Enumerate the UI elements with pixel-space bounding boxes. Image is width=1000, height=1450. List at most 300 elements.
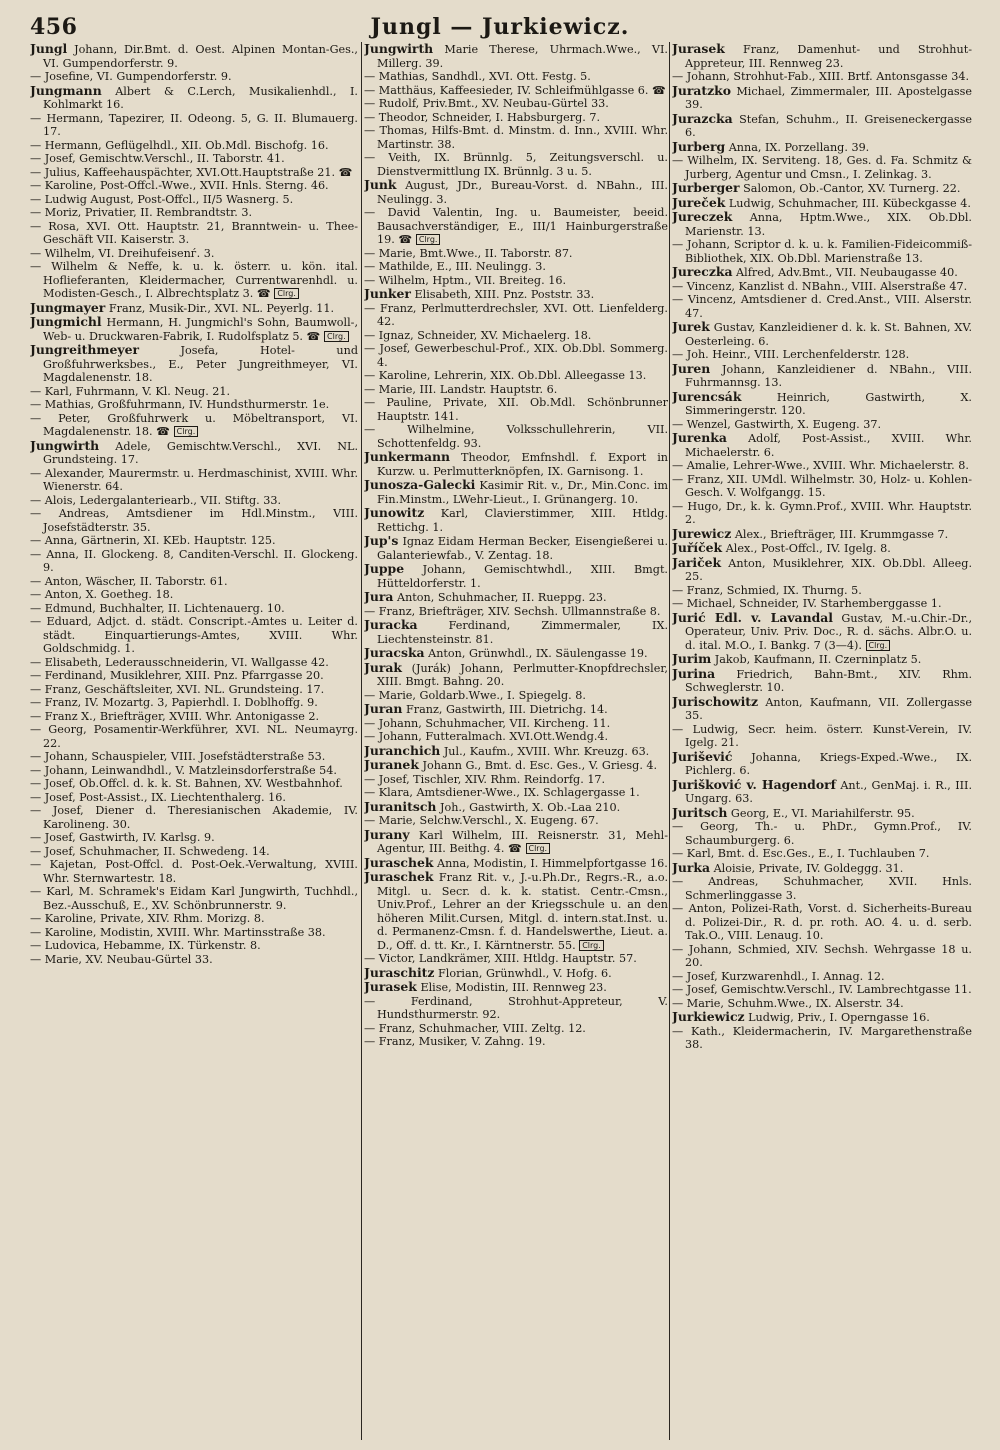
- entry-text: — Anton, X. Goetheg. 18.: [30, 588, 174, 601]
- directory-entry: [364, 506, 668, 534]
- entry-text: Florian, Grünwhdl., V. Hofg. 6.: [438, 966, 612, 980]
- directory-entry: [30, 723, 358, 750]
- directory-entry: [672, 320, 972, 348]
- entry-surname: Jurina: [672, 665, 716, 681]
- entry-text: — Hugo, Dr., k. k. Gymn.Prof., XVIII. Whr. Hauptstr. 2.: [672, 499, 972, 526]
- entry-text: Jul., Kaufm., XVIII. Whr. Kreuzg. 63.: [443, 744, 650, 758]
- entry-text: Josefa, Hotel- und Großfuhrwerksbes., E., Peter Jungreithmeyer, VI. Magdalenenstr. 18.: [43, 344, 358, 384]
- directory-entry: [30, 777, 358, 791]
- directory-entry: [364, 124, 668, 151]
- entry-surname: Junkermann: [364, 449, 451, 464]
- directory-entry: [364, 717, 668, 731]
- directory-entry: [672, 154, 972, 181]
- entry-surname: Jurany: [364, 826, 410, 842]
- entry-text: — Ignaz, Schneider, XV. Michaelerg. 18.: [364, 328, 592, 342]
- entry-text: Adolf, Post-Assist., XVIII. Whr. Michaelerstr. 6.: [685, 432, 972, 459]
- entry-surname: Juran: [364, 701, 403, 716]
- directory-entry: [672, 875, 972, 902]
- directory-entry: [364, 329, 668, 343]
- entry-text: — Josefine, VI. Gumpendorferstr. 9.: [30, 70, 232, 83]
- directory-entry: [30, 683, 358, 697]
- entry-text: — Rudolf, Priv.Bmt., XV. Neubau-Gürtel 33.: [364, 97, 609, 110]
- directory-entry: [30, 84, 358, 112]
- entry-surname: Juracska: [364, 645, 425, 660]
- entry-text: — Josef, Gastwirth, IV. Karlsg. 9.: [30, 831, 215, 844]
- entry-text: — Alexander, Maurermstr. u. Herdmaschinist, XVIII. Whr. Wienerstr. 64.: [30, 466, 358, 493]
- directory-entry: [364, 396, 668, 423]
- entry-text: — Franz, Perlmutterdrechsler, XVI. Ott. Lienfelderg. 42.: [364, 301, 668, 328]
- column-divider: [361, 42, 362, 1440]
- entry-text: — Ludwig, Secr. heim. österr. Kunst-Verein, IV. Igelg. 21.: [672, 722, 972, 749]
- entry-text: Salomon, Ob.-Cantor, XV. Turnerg. 22.: [743, 182, 961, 195]
- directory-column-3: [672, 42, 972, 1442]
- directory-entry: [30, 412, 358, 439]
- entry-text: — Ferdinand, Musiklehrer, XIII. Pnz. Pfarrgasse 20.: [30, 669, 324, 682]
- entry-text: — Josef, Post-Assist., IX. Liechtenthalerg. 16.: [30, 790, 286, 804]
- directory-entry: [364, 111, 668, 125]
- page-header: [0, 0, 1000, 42]
- entry-text: — Michael, Schneider, IV. Starhemberggasse 1.: [672, 597, 942, 610]
- directory-entry: [364, 151, 668, 178]
- directory-entry: [364, 980, 668, 995]
- directory-entry: [30, 260, 358, 301]
- directory-entry: [364, 758, 668, 773]
- entry-surname: Jurišković v. Hagendorf: [672, 776, 836, 792]
- directory-entry: [30, 669, 358, 683]
- directory-entry: [364, 590, 668, 605]
- entry-text: — Hermann, Geflügelhdl., XII. Ob.Mdl. Bischofg. 16.: [30, 138, 329, 152]
- entry-text: — Josef, Gemischtw.Verschl., IV. Lambrechtgasse 11.: [672, 983, 972, 996]
- directory-entry: [672, 112, 972, 140]
- entry-text: Anna, IX. Porzellang. 39.: [728, 140, 870, 154]
- directory-entry: [672, 820, 972, 847]
- directory-entry: [672, 652, 972, 667]
- directory-entry: [364, 773, 668, 787]
- directory-entry: [30, 315, 358, 343]
- directory-entry: [30, 858, 358, 885]
- directory-entry: [30, 615, 358, 656]
- directory-entry: [364, 1022, 668, 1036]
- entry-text: Gustav, Kanzleidiener d. k. k. St. Bahnen, XV. Oesterleing. 6.: [685, 321, 972, 348]
- entry-text: — Klara, Amtsdiener-Wwe., IX. Schlagergasse 1.: [364, 786, 640, 799]
- directory-entry: [30, 548, 358, 575]
- directory-entry: [672, 527, 972, 542]
- directory-entry: [364, 828, 668, 856]
- directory-entry: [30, 220, 358, 247]
- entry-text: Alex., Post-Offcl., IV. Igelg. 8.: [725, 542, 891, 555]
- entry-surname: Junowitz: [364, 505, 425, 520]
- entry-text: Johanna, Kriegs-Exped.-Wwe., IX. Pichlerg. 6.: [685, 750, 972, 777]
- entry-text: — Wilhelm & Neffe, k. u. k. österr. u. kön. ital. Hoflieferanten, Kleidermacher, Currentwarenhdl. u. Modisten-Gesch., I. Albrechtsplatz 3. ☎: [30, 260, 358, 300]
- entry-text: — Johann, Strohhut-Fab., XIII. Brtf. Antonsgasse 34.: [672, 70, 969, 83]
- directory-entry: [672, 983, 972, 997]
- directory-entry: [672, 597, 972, 611]
- entry-text: — Anton, Polizei-Rath, Vorst. d. Sicherheits-Bureau d. Polizei-Dir., R. d. pr. roth. AO. 4. u. d. serb. Tak.O., VIII. Lenaug. 10.: [672, 902, 972, 942]
- directory-entry: [672, 181, 972, 196]
- directory-entry: [672, 806, 972, 821]
- directory-entry: [30, 534, 358, 548]
- entry-text: — Johann, Scriptor d. k. u. k. Familien-Fideicommiß-Bibliothek, XIX. Ob.Dbl. Marienstraße 13.: [672, 238, 972, 265]
- entry-text: — Moriz, Privatier, II. Rembrandtstr. 3.: [30, 206, 253, 219]
- entry-text: — Anna, II. Glockeng. 8, Canditen-Verschl. II. Glockeng. 9.: [30, 547, 358, 574]
- directory-entry: [30, 166, 358, 180]
- directory-entry: [30, 791, 358, 805]
- directory-entry: [30, 710, 358, 724]
- directory-entry: [364, 744, 668, 759]
- directory-entry: [364, 450, 668, 478]
- entry-surname: Jungreithmeyer: [30, 342, 139, 357]
- directory-entry: [364, 206, 668, 247]
- entry-text: — Andreas, Amtsdiener im Hdl.Minstm., VIII. Josefstädterstr. 35.: [30, 507, 358, 534]
- entry-text: Hermann, H. Jungmichl's Sohn, Baumwoll-, Web- u. Druckwaren-Fabrik, I. Rudolfsplatz 5. ☎: [43, 316, 358, 343]
- entry-surname: Juritsch: [672, 804, 728, 820]
- entry-surname: Juříček: [672, 540, 723, 555]
- directory-entry: [30, 885, 358, 912]
- directory-entry: [30, 439, 358, 467]
- entry-surname: Jurić Edl. v. Lavandal: [672, 609, 833, 625]
- entry-text: — Peter, Großfuhrwerk u. Möbeltransport, VI. Magdalenenstr. 18. ☎: [30, 411, 358, 438]
- entry-text: — Karoline, Private, XIV. Rhm. Morizg. 8.: [30, 912, 265, 925]
- entry-text: Friedrich, Bahn-Bmt., XIV. Rhm. Schweglerstr. 10.: [685, 667, 972, 694]
- entry-text: (Jurák) Johann, Perlmutter-Knopfdrechsler, XIII. Bmgt. Bahng. 20.: [377, 661, 668, 688]
- entry-text: — Josef, Ob.Offcl. d. k. k. St. Bahnen, XV. Westbahnhof.: [30, 777, 343, 790]
- directory-entry: [672, 459, 972, 473]
- entry-text: Michael, Zimmermaler, III. Apostelgasse 39.: [685, 84, 972, 111]
- entry-text: — Karl, M. Schramek's Eidam Karl Jungwirth, Tuchhdl., Bez.-Ausschuß, E., XV. Schönbrunnerstr. 9.: [30, 885, 358, 912]
- directory-entry: [364, 274, 668, 288]
- directory-entry: [364, 856, 668, 871]
- directory-entry: [364, 618, 668, 646]
- entry-text: Karl, Clavierstimmer, XIII. Htldg. Rettichg. 1.: [377, 507, 668, 534]
- directory-entry: [672, 1025, 972, 1052]
- entry-text: — Georg, Posamentir-Werkführer, XVI. NL. Neumayrg. 22.: [30, 723, 358, 750]
- directory-entry: [672, 293, 972, 320]
- entry-text: Ant., GenMaj. i. R., III. Ungarg. 63.: [685, 778, 972, 805]
- directory-entry: [30, 42, 358, 70]
- entry-text: Joh., Gastwirth, X. Ob.-Laa 210.: [439, 800, 621, 814]
- entry-text: Ludwig, Priv., I. Operngasse 16.: [748, 1011, 930, 1024]
- directory-entry: [30, 193, 358, 207]
- directory-entry: [672, 42, 972, 70]
- directory-entry: [672, 861, 972, 876]
- entry-text: — Anna, Gärtnerin, XI. KEb. Hauptstr. 125.: [30, 534, 276, 547]
- directory-entry: [30, 507, 358, 534]
- entry-text: — Josef, Kurzwarenhdl., I. Annag. 12.: [672, 969, 885, 983]
- entry-surname: Jungwirth: [364, 42, 434, 56]
- directory-entry: [672, 997, 972, 1011]
- entry-text: — Kajetan, Post-Offcl. d. Post-Oek.-Verwaltung, XVIII. Whr. Sternwartestr. 18.: [30, 858, 358, 885]
- entry-text: — Anton, Wäscher, II. Taborstr. 61.: [30, 574, 228, 588]
- entry-text: — Franz, XII. UMdl. Wilhelmstr. 30, Holz- u. Kohlen-Gesch. V. Wolfgangg. 15.: [672, 472, 972, 499]
- entry-text: — Mathias, Sandhdl., XVI. Ott. Festg. 5.: [364, 70, 591, 83]
- entry-text: — Franz, Briefträger, XIV. Sechsh. Ullmannstraße 8.: [364, 604, 661, 618]
- directory-entry: [30, 112, 358, 139]
- directory-entry: [672, 140, 972, 155]
- directory-entry: [30, 398, 358, 412]
- entry-surname: Jurek: [672, 319, 710, 334]
- entry-surname: Jurberger: [672, 180, 740, 195]
- directory-entry: [30, 831, 358, 845]
- directory-entry: [672, 847, 972, 861]
- directory-entry: [672, 943, 972, 970]
- entry-surname: Jurka: [672, 859, 711, 875]
- directory-entry: [364, 260, 668, 274]
- entry-text: — Victor, Landkrämer, XIII. Htldg. Hauptstr. 57.: [364, 952, 637, 965]
- directory-column-2: [364, 42, 668, 1442]
- directory-entry: [672, 584, 972, 598]
- directory-entry: [364, 605, 668, 619]
- entry-text: Stefan, Schuhm., II. Greiseneckergasse 6.: [685, 112, 972, 139]
- entry-text: Johann, Gemischtwhdl., XIII. Bmgt. Hütteldorferstr. 1.: [377, 563, 668, 590]
- entry-text: — Franz, Musiker, V. Zahng. 19.: [364, 1035, 546, 1048]
- directory-entry: [364, 646, 668, 661]
- directory-entry: [30, 804, 358, 831]
- directory-entry: [364, 70, 668, 84]
- directory-entry: [30, 912, 358, 926]
- directory-entry: [672, 611, 972, 653]
- entry-text: Aloisie, Private, IV. Goldeggg. 31.: [713, 861, 904, 875]
- directory-entry: [364, 966, 668, 981]
- directory-entry: [30, 845, 358, 859]
- directory-entry: [30, 764, 358, 778]
- directory-entry: [30, 953, 358, 967]
- directory-entry: [672, 238, 972, 265]
- directory-entry: [364, 870, 668, 952]
- directory-entry: [364, 562, 668, 590]
- directory-column-1: [30, 42, 358, 1442]
- directory-entry: [672, 196, 972, 211]
- entry-text: — Julius, Kaffeehauspächter, XVI.Ott.Hauptstraße 21. ☎: [30, 165, 353, 179]
- directory-entry: [672, 750, 972, 778]
- entry-text: — Wilhelm, Hptm., VII. Breiteg. 16.: [364, 273, 566, 287]
- entry-surname: Juren: [672, 360, 711, 376]
- entry-text: — Ferdinand, Strohhut-Appreteur, V. Hundsthurmerstr. 92.: [364, 994, 668, 1021]
- directory-entry: [30, 467, 358, 494]
- entry-text: — Rosa, XVI. Ott. Hauptstr. 21, Branntwein- u. Thee-Geschäft VII. Kaiserstr. 3.: [30, 219, 358, 246]
- entry-text: — Mathilde, E., III. Neulingg. 3.: [364, 260, 546, 273]
- entry-surname: Jurenka: [672, 430, 727, 445]
- directory-entry: [672, 418, 972, 432]
- entry-text: Ferdinand, Zimmermaler, IX. Liechtensteinstr. 81.: [377, 619, 668, 646]
- directory-entry: [672, 84, 972, 112]
- entry-text: — David Valentin, Ing. u. Baumeister, beeid. Bausachverständiger, E., III/1 Hainburgerstraße 19. ☎: [364, 206, 668, 246]
- directory-entry: [30, 206, 358, 220]
- directory-entry: [364, 800, 668, 815]
- directory-entry: [364, 287, 668, 302]
- entry-surname: Jungl: [30, 42, 68, 56]
- entry-text: — Georg, Th.- u. PhDr., Gymn.Prof., IV. Schaumburgerg. 6.: [672, 820, 972, 847]
- entry-text: Albert & C.Lerch, Musikalienhdl., I. Kohlmarkt 16.: [43, 84, 358, 111]
- directory-entry: [30, 602, 358, 616]
- entry-text: — Hermann, Tapezirer, II. Odeong. 5, G. II. Blumauerg. 17.: [30, 111, 358, 138]
- directory-entry: [672, 390, 972, 418]
- entry-text: — Franz, Schuhmacher, VIII. Zeltg. 12.: [364, 1021, 586, 1035]
- entry-text: — Franz, IV. Mozartg. 3, Papierhdl. I. Doblhoffg. 9.: [30, 696, 318, 709]
- directory-entry: [30, 152, 358, 166]
- entry-surname: Jurasek: [672, 42, 725, 56]
- directory-entry: [364, 383, 668, 397]
- directory-entry: [30, 926, 358, 940]
- directory-entry: [30, 750, 358, 764]
- directory-entry: [30, 247, 358, 261]
- directory-entry: [672, 667, 972, 695]
- directory-entry: [30, 939, 358, 953]
- entry-text: — Vincenz, Amtsdiener d. Cred.Anst., VIII. Alserstr. 47.: [672, 293, 972, 320]
- entry-surname: Junker: [364, 286, 411, 301]
- entry-surname: Jurasek: [364, 979, 417, 994]
- entry-surname: Jurazcka: [672, 110, 733, 126]
- directory-entry: [364, 814, 668, 828]
- entry-text: August, JDr., Bureau-Vorst. d. NBahn., III. Neulingg. 3.: [377, 179, 668, 206]
- directory-entry: [30, 139, 358, 153]
- entry-surname: Junosza-Galecki: [364, 477, 476, 492]
- entry-text: Elise, Modistin, III. Rennweg 23.: [420, 981, 607, 994]
- entry-text: — Mathias, Großfuhrmann, IV. Hundsthurmerstr. 1e.: [30, 398, 330, 411]
- entry-text: — Marie, Schuhm.Wwe., IX. Alserstr. 34.: [672, 996, 904, 1010]
- entry-text: — Karl, Bmt. d. Esc.Ges., E., I. Tuchlauben 7.: [672, 847, 930, 860]
- entry-text: — Josef, Schuhmacher, II. Schwedeng. 14.: [30, 844, 270, 858]
- directory-entry: [364, 302, 668, 329]
- entry-text: Adele, Gemischtw.Verschl., XVI. NL. Grundsteing. 17.: [43, 439, 358, 466]
- entry-text: Anton, Kaufmann, VII. Zollergasse 35.: [685, 695, 972, 722]
- clearing-badge: Clrg.: [416, 234, 441, 245]
- directory-entry: [30, 179, 358, 193]
- entry-text: Heinrich, Gastwirth, X. Simmeringerstr. 120.: [685, 390, 972, 417]
- entry-surname: Juranitsch: [364, 798, 437, 814]
- entry-text: — Vincenz, Kanzlist d. NBahn., VIII. Alserstraße 47.: [672, 279, 968, 293]
- directory-entry: [672, 970, 972, 984]
- entry-surname: Jariček: [672, 554, 722, 570]
- directory-entry: [672, 1010, 972, 1025]
- entry-surname: Jurim: [672, 651, 712, 666]
- directory-entry: [364, 178, 668, 206]
- entry-text: — Ludwig August, Post-Offcl., II/5 Wasnerg. 5.: [30, 192, 294, 206]
- entry-surname: Jup's: [364, 533, 399, 548]
- entry-text: — Karl, Fuhrmann, V. Kl. Neug. 21.: [30, 384, 231, 398]
- directory-entry: [30, 385, 358, 399]
- directory-entry: [364, 702, 668, 717]
- directory-entry: [364, 369, 668, 383]
- entry-text: Franz, Damenhut- und Strohhut-Appreteur, III. Rennweg 23.: [685, 43, 972, 70]
- directory-entry: [30, 588, 358, 602]
- directory-entry: [672, 695, 972, 723]
- entry-text: — Franz, Geschäftsleiter, XVI. NL. Grundsteing. 17.: [30, 682, 325, 696]
- entry-text: — Wilhelm, VI. Dreihufeisenѓ. 3.: [30, 246, 215, 260]
- entry-surname: Jurišević: [672, 748, 733, 764]
- directory-entry: [30, 343, 358, 385]
- entry-text: Johann, Dir.Bmt. d. Oest. Alpinen Montan-Ges., VI. Gumpendorferstr. 9.: [43, 43, 358, 70]
- directory-entry: [364, 730, 668, 744]
- entry-text: — Wilhelmine, Volksschullehrerin, VII. Schottenfeldg. 93.: [364, 423, 668, 450]
- entry-text: Alex., Briefträger, III. Krummgasse 7.: [734, 527, 949, 541]
- entry-text: — Johann, Futteralmach. XVI.Ott.Wendg.4.: [364, 730, 609, 743]
- directory-entry: [30, 656, 358, 670]
- entry-text: — Josef, Gemischtw.Verschl., II. Taborstr. 41.: [30, 152, 285, 165]
- entry-surname: Jurberg: [672, 138, 726, 154]
- directory-entry: [672, 778, 972, 806]
- entry-text: — Josef, Diener d. Theresianischen Akademie, IV. Karolineng. 30.: [30, 804, 358, 831]
- entry-text: — Franz X., Briefträger, XVIII. Whr. Antonigasse 2.: [30, 709, 320, 723]
- entry-text: — Franz, Schmied, IX. Thurng. 5.: [672, 583, 862, 597]
- entry-text: — Johann, Leinwandhdl., V. Matzleinsdorferstraße 54.: [30, 763, 337, 777]
- entry-text: — Pauline, Private, XII. Ob.Mdl. Schönbrunner Hauptstr. 141.: [364, 396, 668, 423]
- entry-text: — Karoline, Modistin, XVIII. Whr. Martinsstraße 38.: [30, 925, 326, 939]
- entry-text: — Kath., Kleidermacherin, IV. Margarethenstraße 38.: [672, 1024, 972, 1051]
- directory-entry: [672, 280, 972, 294]
- entry-text: — Johann, Schmied, XIV. Sechsh. Wehrgasse 18 u. 20.: [672, 942, 972, 969]
- directory-entry: [364, 995, 668, 1022]
- entry-surname: Jungwirth: [30, 437, 100, 453]
- entry-text: Anton, Grünwhdl., IX. Säulengasse 19.: [428, 647, 648, 660]
- entry-text: — Marie, Bmt.Wwe., II. Taborstr. 87.: [364, 246, 573, 260]
- entry-text: — Andreas, Schuhmacher, XVII. Hnls. Schmerlinggasse 3.: [672, 875, 972, 902]
- directory-entry: [672, 70, 972, 84]
- entry-surname: Jurkiewicz: [672, 1009, 745, 1024]
- directory-entry: [672, 210, 972, 238]
- entry-text: — Ludovica, Hebamme, IX. Türkenstr. 8.: [30, 939, 261, 952]
- entry-surname: Juraschitz: [364, 964, 435, 980]
- entry-text: — Amalie, Lehrer-Wwe., XVIII. Whr. Michaelerstr. 8.: [672, 459, 969, 472]
- directory-entry: [364, 84, 668, 98]
- entry-text: Elisabeth, XIII. Pnz. Poststr. 33.: [414, 288, 595, 301]
- entry-text: — Elisabeth, Lederausschneiderin, VI. Wallgasse 42.: [30, 655, 329, 669]
- entry-text: — Veith, IX. Brünnlg. 5, Zeitungsverschl. u. Dienstvermittlung IX. Brünnlg. 3 u. 5.: [364, 151, 668, 178]
- clearing-badge: Clrg.: [324, 331, 349, 342]
- directory-entry: [30, 696, 358, 710]
- entry-surname: Jureczek: [672, 209, 733, 224]
- directory-entry: [364, 423, 668, 450]
- entry-text: Anna, Hptm.Wwe., XIX. Ob.Dbl. Marienstr. 13.: [685, 211, 972, 238]
- entry-text: Ludwig, Schuhmacher, III. Kübeckgasse 4.: [728, 196, 971, 210]
- entry-text: Marie Therese, Uhrmach.Wwe., VI. Millerg. 39.: [377, 43, 668, 70]
- entry-surname: Jureczka: [672, 264, 733, 279]
- entry-text: — Wenzel, Gastwirth, X. Eugeng. 37.: [672, 417, 882, 431]
- directory-entry: [364, 478, 668, 506]
- entry-text: — Johann, Schuhmacher, VII. Kircheng. 11.: [364, 716, 611, 730]
- directory-entry: [364, 247, 668, 261]
- entry-surname: Juppe: [364, 561, 405, 576]
- directory-entry: [364, 689, 668, 703]
- entry-text: — Josef, Gewerbeschul-Prof., XIX. Ob.Dbl. Sommerg. 4.: [364, 342, 668, 369]
- directory-entry: [364, 42, 668, 70]
- entry-surname: Juranchich: [364, 742, 441, 758]
- entry-text: — Marie, Selchw.Verschl., X. Eugeng. 67.: [364, 814, 599, 827]
- entry-text: Kasimir Rit. v., Dr., Min.Conc. im Fin.Minstm., LWehr-Lieut., I. Grünangerg. 10.: [377, 479, 668, 506]
- clearing-badge: Clrg.: [579, 940, 604, 951]
- entry-text: — Marie, III. Landstr. Hauptstr. 6.: [364, 382, 558, 396]
- entry-text: — Josef, Tischler, XIV. Rhm. Reindorfg. 17.: [364, 772, 606, 786]
- clearing-badge: Clrg.: [526, 843, 551, 854]
- page-title: Jungl — Jurkiewicz.: [370, 14, 630, 40]
- entry-surname: Junk: [364, 177, 397, 192]
- entry-text: Johann, Kanzleidiener d. NBahn., VIII. Fuhrmannsg. 13.: [685, 362, 972, 389]
- entry-text: — Karoline, Lehrerin, XIX. Ob.Dbl. Alleegasse 13.: [364, 369, 647, 382]
- directory-entry: [364, 342, 668, 369]
- directory-entry: [364, 661, 668, 689]
- entry-text: — Joh. Heinr., VIII. Lerchenfelderstr. 128.: [672, 348, 910, 361]
- entry-text: Gustav, M.-u.Chir.-Dr., Operateur, Univ. Priv. Doc., R. d. sächs. Albr.O. u. d. ital. M.O., I. Bankg. 7 (3—4).: [685, 611, 972, 652]
- entry-surname: Juracka: [364, 617, 418, 632]
- entry-surname: Jura: [364, 589, 394, 604]
- clearing-badge: Clrg.: [174, 426, 199, 437]
- directory-entry: [364, 534, 668, 562]
- directory-entry: [672, 902, 972, 943]
- entry-text: — Karoline, Post-Offcl.-Wwe., XVII. Hnls. Sterng. 46.: [30, 179, 329, 192]
- directory-entry: [30, 575, 358, 589]
- entry-surname: Jurak: [364, 659, 403, 675]
- directory-entry: [30, 494, 358, 508]
- column-divider: [669, 42, 670, 1440]
